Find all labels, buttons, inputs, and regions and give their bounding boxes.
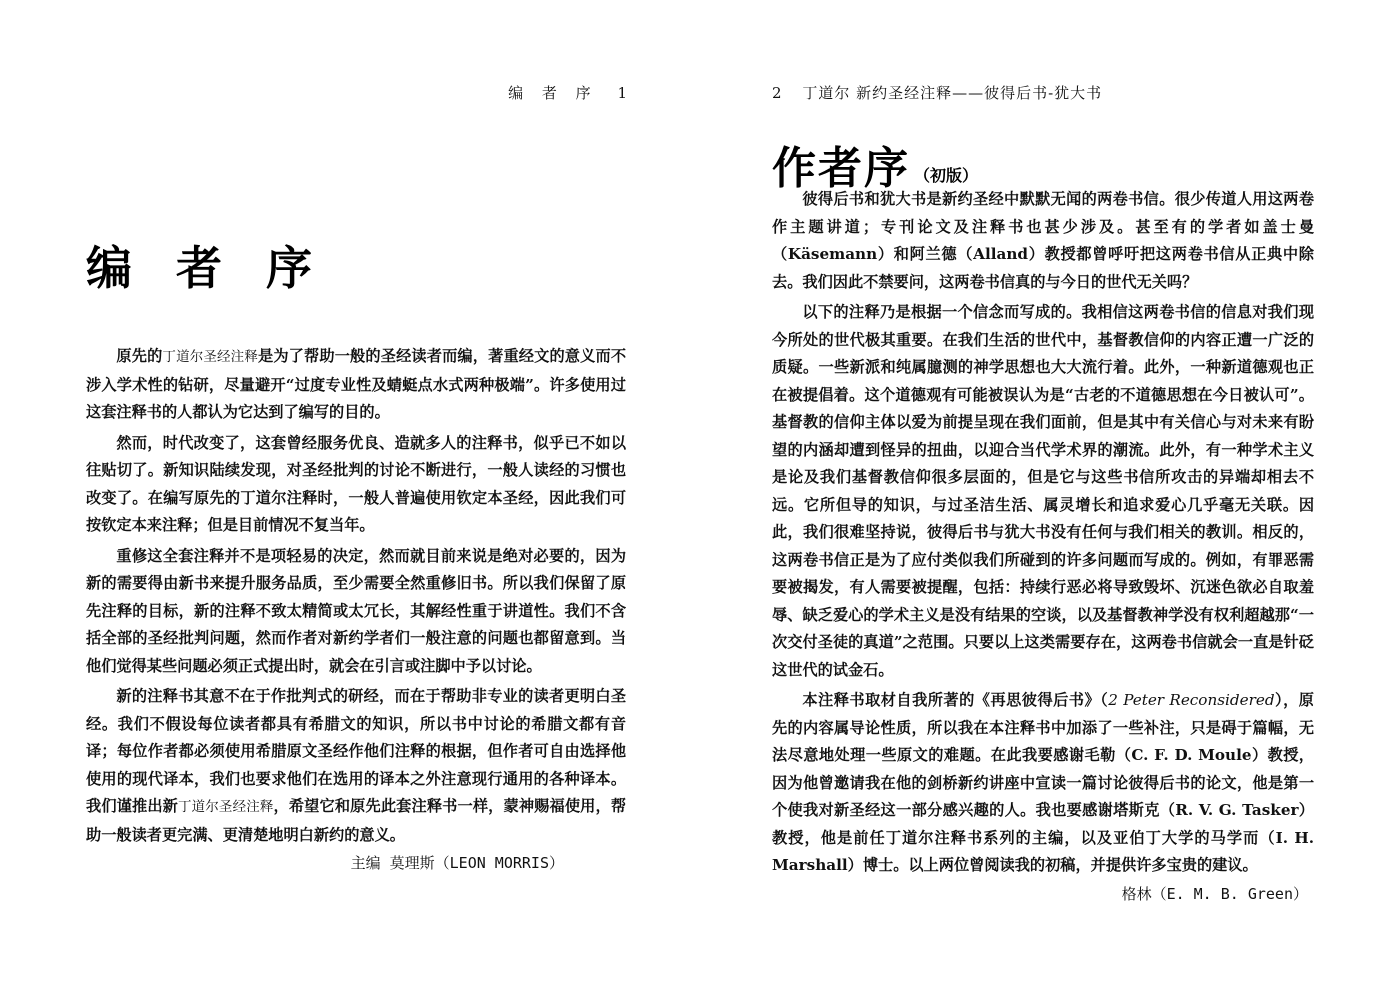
body-text [772,186,1314,911]
book-title: 2 Peter Reconsidered [1108,691,1275,709]
running-head [508,82,628,103]
text-run: 是为了帮助一般的圣经读者而编，著重经文的意义而不涉入学术性的钻研，尽量避开“过度专业性及蜻蜓点水式两种极端”。许多使用过这套注释书的人都认为它达到了编写的目的。 [86,347,627,421]
paragraph [772,186,1314,296]
page-number: 2 [772,84,783,102]
text-run: 新的注释书其意不在于作批判式的研经，而在于帮助非专业的读者更明白圣经。我们不假设每位读者都具有希腊文的知识，所以书中讨论的希腊文都有音译；每位作者都必须使用希腊原文圣经作他们注释的根据，但作者可自由选择他使用的现代译本，我们也要求他们在选用的译本之外注意现行通用的各种译本。我们谨推出新 [86,687,626,815]
right-page [700,0,1400,989]
text-run: 以下的注释乃是根据一个信念而写成的。我相信这两卷书信的信息对我们现今所处的世代极其重要。在我们生活的世代中，基督教信仰的内容正遭一广泛的质疑。一些新派和纯属臆测的神学思想也大大流行着。此外，一种新道德观也正在被提倡着。这个道德观有可能被误认为是“古老的不道德思想在今日被认可”。基督教的信仰主体以爱为前提呈现在我们面前，但是其中有关信心与对未来有盼望的内涵却遭到怪异的扭曲，以迎合当代学术界的潮流。此外，有一种学术主义是论及我们基督教信仰很多层面的，但是它与这些书信所攻击的异端却相去不远。它所但导的知识，与过圣洁生活、属灵增长和追求爱心几乎毫无关联。因此，我们很难坚持说，彼得后书与犹大书没有任何与我们相关的教训。相反的，这两卷书信正是为了应付类似我们所碰到的许多问题而写成的。例如，有罪恶需要被揭发，有人需要被提醒，包括：持续行恶必将导致毁坏、沉迷色欲必自取羞辱、缺乏爱心的学术主义是没有结果的空谈，以及基督教神学没有权利超越那“一次交付圣徒的真道”之范围。只要以上这类需要存在，这两卷书信就会一直是针砭这世代的试金石。 [772,303,1314,679]
body-text [86,343,626,881]
text-run: 彼得后书和犹大书是新约圣经中默默无闻的两卷书信。很少传道人用这两卷作主题讲道；专刊论文及注释书也甚少涉及。甚至有的学者如盖士曼（Käsemann）和阿兰德（Alland）教授都曾呼吁把这两卷书信从正典中除去。我们因此不禁要问，这两卷书信真的与今日的世代无关吗？ [772,190,1314,291]
signature: 格林（E. M. B. Green） [1121,884,1308,903]
paragraph [86,343,626,427]
running-head-title: 编 者 序 [508,84,598,102]
paragraph [86,543,626,681]
text-run: ，希望它和原先此套注释书一样，蒙神赐福使用，帮助一般读者更完满、更清楚地明白新约的意义。 [86,797,627,844]
chapter-heading-text: 作者序 [772,143,910,194]
edition-note: （初版） [914,166,979,185]
text-run: 原先的 [116,347,163,365]
text-run: 本注释书取材自我所著的《再思彼得后书》（ [802,691,1109,709]
series-title: 丁道尔圣经注释 [162,349,258,365]
series-title: 丁道尔圣经注释 [178,799,274,815]
paragraph [772,687,1314,880]
paragraph [86,430,626,540]
text-run: 重修这全套注释并不是项轻易的决定，然而就目前来说是绝对必要的，因为新的需要得由新书来提升服务品质，至少需要全然重修旧书。所以我们保留了原先注释的目标，新的注释不致太精简或太冗长，其解经性重于讲道性。我们不含括全部的圣经批判问题，然而作者对新约学者们一般注意的问题也都留意到。当他们觉得某些问题必须正式提出时，就会在引言或注脚中予以讨论。 [86,546,626,675]
page-number: 1 [617,84,628,102]
signature: 主编 莫理斯（LEON MORRIS） [350,854,564,872]
chapter-heading: 编 者 序 [86,241,327,295]
text-run: 然而，时代改变了，这套曾经服务优良、造就多人的注释书，似乎已不如以往贴切了。新知识陆续发现，对圣经批判的讨论不断进行，一般人读经的习惯也改变了。在编写原先的丁道尔注释时，一般人普遍使用钦定本圣经，因此我们可按钦定本来注释；但是目前情况不复当年。 [86,433,626,534]
text-run: ），原先的内容属导论性质，所以我在本注释书中加添了一些补注，只是碍于篇幅，无法尽意地处理一些原文的难题。在此我要感谢毛勒（C. F. D. Moule）教授，因为他曾邀请我在他的剑桥新约讲座中宣读一篇讨论彼得后书的论文，他是第一个使我对新圣经这一部分感兴趣的人。我也要感谢塔斯克（R. V. G. Tasker）教授，他是前任丁道尔注释书系列的主编，以及亚伯丁大学的马学而（I. H. Marshall）博士。以上两位曾阅读我的初稿，并提供许多宝贵的建议。 [772,691,1314,874]
paragraph [772,299,1314,684]
paragraph [86,683,626,849]
running-head [772,82,1102,103]
running-head-title: 丁道尔 新约圣经注释——彼得后书-犹大书 [802,84,1103,102]
